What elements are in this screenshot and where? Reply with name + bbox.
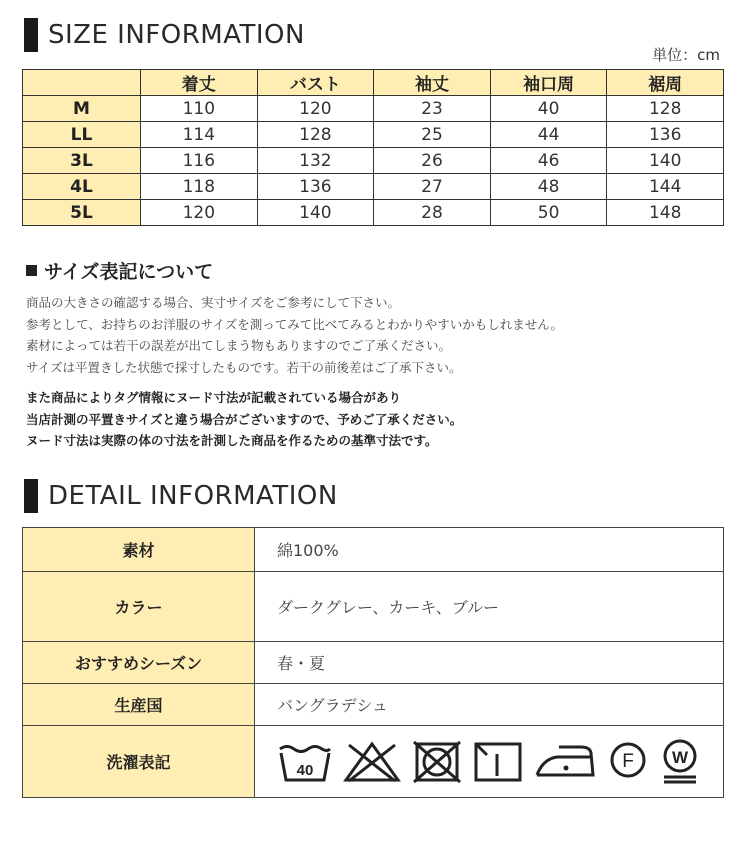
column-header: 袖丈: [374, 70, 491, 96]
size-label: 3L: [23, 148, 141, 174]
size-label: 5L: [23, 200, 141, 226]
table-cell: 116: [141, 148, 258, 174]
table-cell: 140: [607, 148, 724, 174]
wet-clean-letter-text: W: [671, 747, 689, 767]
wash-temperature-text: 40: [296, 761, 314, 779]
care-symbols: [277, 739, 723, 785]
table-cell: 128: [257, 122, 374, 148]
detail-label: 素材: [23, 528, 255, 572]
no-tumble-dry-icon: [411, 740, 463, 784]
detail-information-title: DETAIL INFORMATION: [48, 481, 338, 511]
note-line: 参考として、お持ちのお洋服のサイズを測ってみて比べてみるとわかりやすいかもしれません。: [26, 316, 564, 332]
table-row: [23, 96, 724, 122]
table-cell: 144: [607, 174, 724, 200]
table-cell: 128: [607, 96, 724, 122]
line-dry-icon: [473, 740, 523, 784]
column-header: 裾周: [607, 70, 724, 96]
detail-value: 春・夏: [255, 642, 724, 684]
detail-table: [22, 527, 724, 798]
detail-information-header: [24, 479, 338, 513]
size-table: [22, 69, 724, 226]
table-cell: 50: [490, 200, 607, 226]
column-header: 着丈: [141, 70, 258, 96]
size-label: LL: [23, 122, 141, 148]
dry-clean-f-icon: [607, 741, 649, 783]
table-row: [23, 122, 724, 148]
note-bold-line: また商品によりタグ情報にヌード寸法が記載されている場合があり: [26, 390, 402, 405]
detail-label: カラー: [23, 572, 255, 642]
note-bold-line: 当店計測の平置きサイズと違う場合がございますので、予めご了承ください。: [26, 411, 463, 427]
table-row: [23, 200, 724, 226]
size-notes-body: [26, 292, 563, 378]
table-row: [23, 528, 724, 572]
column-header: バスト: [257, 70, 374, 96]
detail-value: バングラデシュ: [255, 684, 724, 726]
unit-label: 単位：cm: [652, 46, 720, 64]
size-information-header: [24, 18, 305, 52]
size-label: M: [23, 96, 141, 122]
table-row: [23, 726, 724, 798]
table-cell: 148: [607, 200, 724, 226]
detail-value: ダークグレー、カーキ、ブルー: [255, 572, 724, 642]
table-row: [23, 572, 724, 642]
care-symbols-cell: [255, 726, 724, 798]
detail-label: おすすめシーズン: [23, 642, 255, 684]
table-cell: 46: [490, 148, 607, 174]
table-cell: 48: [490, 174, 607, 200]
detail-label: 洗濯表記: [23, 726, 255, 798]
table-row: [23, 684, 724, 726]
note-line: 素材によっては若干の誤差が出てしまう物もありますのでご了承ください。: [26, 338, 452, 353]
table-cell: 120: [141, 200, 258, 226]
note-line: サイズは平置きした状態で採寸したものです。若干の前後差はご了承下さい。: [26, 359, 462, 375]
size-label: 4L: [23, 174, 141, 200]
table-cell: 140: [257, 200, 374, 226]
table-cell: 44: [490, 122, 607, 148]
square-bullet-icon: [26, 265, 37, 276]
size-table-header-row: [23, 70, 724, 96]
table-cell: 118: [141, 174, 258, 200]
table-cell: 114: [141, 122, 258, 148]
size-notes-emphasis: [26, 387, 462, 452]
wash-40-icon: [277, 741, 333, 783]
table-cell: 136: [257, 174, 374, 200]
table-cell: 40: [490, 96, 607, 122]
size-notes-title-text: サイズ表記について: [44, 261, 214, 283]
wet-clean-w-icon: [659, 739, 701, 785]
size-notes-title: [26, 257, 213, 284]
table-cell: 25: [374, 122, 491, 148]
section-bar: [24, 18, 38, 52]
table-cell: 28: [374, 200, 491, 226]
note-bold-line: ヌード寸法は実際の体の寸法を計測した商品を作るための基準寸法です。: [26, 433, 438, 448]
no-bleach-icon: [343, 741, 401, 783]
detail-value: 綿100%: [255, 528, 724, 572]
size-information-title: SIZE INFORMATION: [48, 20, 305, 50]
table-cell: 26: [374, 148, 491, 174]
table-cell: 132: [257, 148, 374, 174]
table-cell: 120: [257, 96, 374, 122]
table-row: [23, 642, 724, 684]
table-row: [23, 148, 724, 174]
size-table-corner: [23, 70, 141, 96]
detail-label: 生産国: [23, 684, 255, 726]
table-row: [23, 174, 724, 200]
note-line: 商品の大きさの確認する場合、実寸サイズをご参考にして下さい。: [26, 295, 401, 310]
dry-clean-letter-text: F: [622, 750, 634, 772]
table-cell: 110: [141, 96, 258, 122]
table-cell: 27: [374, 174, 491, 200]
iron-low-icon: [533, 741, 597, 783]
column-header: 袖口周: [490, 70, 607, 96]
section-bar: [24, 479, 38, 513]
table-cell: 136: [607, 122, 724, 148]
table-cell: 23: [374, 96, 491, 122]
